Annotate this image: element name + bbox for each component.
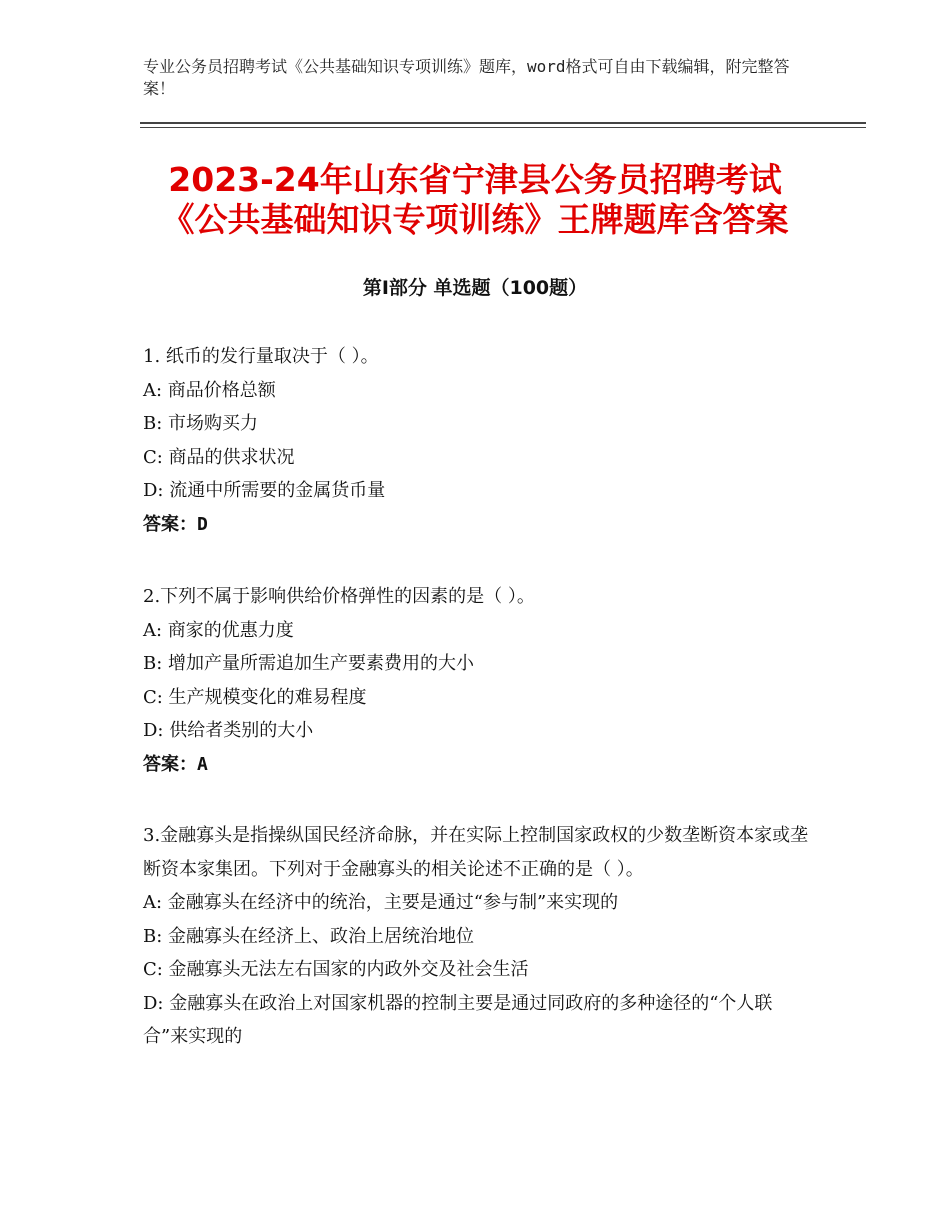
option-c: C: 金融寡头无法左右国家的内政外交及社会生活 — [143, 959, 529, 980]
option-d: D: 流通中所需要的金属货币量 — [143, 480, 386, 501]
header-divider-thick — [140, 122, 866, 124]
option-c: C: 商品的供求状况 — [143, 446, 295, 468]
option-d: D: 供给者类别的大小 — [143, 720, 314, 741]
document-title-line-2: 《公共基础知识专项训练》王牌题库含答案 — [161, 200, 789, 239]
document-title-line-1: 2023-24年山东省宁津县公务员招聘考试 — [168, 160, 782, 199]
question-stem: 1. 纸币的发行量取决于（ ）。 — [143, 346, 379, 367]
question-3 — [143, 819, 813, 1054]
option-d: D: 金融寡头在政治上对国家机器的控制主要是通过同政府的多种途径的“个人联合”来实现的 — [143, 992, 773, 1047]
option-c: C: 生产规模变化的难易程度 — [143, 686, 367, 708]
answer-label: 答案： — [143, 513, 197, 535]
question-stem: 2.下列不属于影响供给价格弹性的因素的是（ ）。 — [143, 586, 535, 607]
header-divider-thin — [140, 127, 866, 128]
answer-line — [143, 748, 813, 782]
option-a: A: 金融寡头在经济中的统治，主要是通过“参与制”来实现的 — [143, 892, 619, 913]
option-b: B: 增加产量所需追加生产要素费用的大小 — [143, 653, 475, 674]
option-a: A: 商家的优惠力度 — [143, 619, 294, 641]
section-title: 第Ⅰ部分 单选题（100题） — [362, 277, 588, 299]
question-2 — [143, 580, 813, 781]
answer-line — [143, 508, 813, 542]
answer-value: A — [197, 753, 208, 775]
option-b: B: 金融寡头在经济上、政治上居统治地位 — [143, 925, 475, 947]
answer-label: 答案： — [143, 753, 197, 775]
option-b: B: 市场购买力 — [143, 413, 259, 434]
answer-value: D — [197, 513, 208, 535]
question-stem: 3.金融寡头是指操纵国民经济命脉，并在实际上控制国家政权的少数垄断资本家或垄断资本家集团。下列对于金融寡头的相关论述不正确的是（ ）。 — [143, 825, 809, 880]
question-1 — [143, 340, 813, 541]
option-a: A: 商品价格总额 — [143, 379, 276, 401]
header-note: 专业公务员招聘考试《公共基础知识专项训练》题库，word格式可自由下载编辑，附完整答案！ — [143, 57, 790, 98]
